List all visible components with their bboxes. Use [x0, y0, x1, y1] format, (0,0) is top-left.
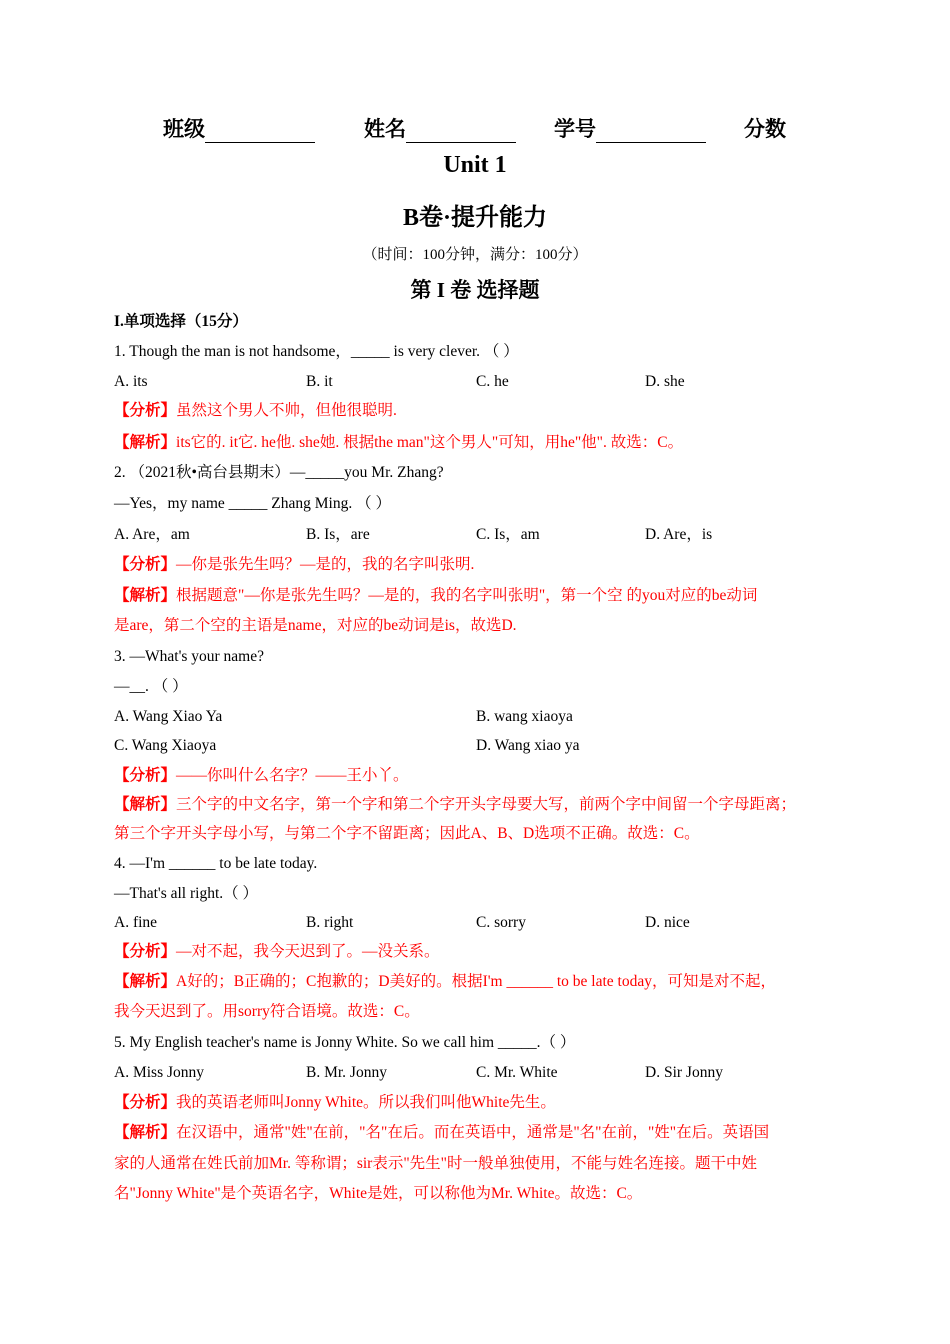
analysis-text: —对不起，我今天迟到了。—没关系。: [176, 943, 440, 960]
explanation-text: its它的. it它. he他. she她. 根据the man"这个男人"可知，用he"他". 故选：C。: [176, 434, 684, 451]
time-note: （时间：100分钟，满分：100分）: [362, 247, 588, 263]
option-b: B. it: [306, 373, 333, 390]
option-c: C. Mr. White: [476, 1064, 558, 1081]
explanation-text: 三个字的中文名字，第一个字和第二个字开头字母要大写，前两个字中间留一个字母距离；: [176, 796, 797, 813]
explanation: [114, 586, 757, 606]
question-stem: 4. —I'm ______ to be late today.: [114, 855, 318, 872]
analysis-text: ——你叫什么名字？——王小丫。: [176, 767, 409, 784]
analysis: [114, 766, 409, 786]
analysis: [114, 401, 397, 421]
option-a: A. Miss Jonny: [114, 1064, 205, 1081]
analysis: [114, 1093, 556, 1113]
explanation: [114, 824, 700, 844]
id-field: [554, 113, 706, 143]
option-b: B. wang xiaoya: [476, 708, 573, 725]
explanation: [114, 795, 796, 815]
question-stem: 1. Though the man is not handsome，_____ is very clever. （ ）: [114, 343, 519, 360]
option-a: A. Wang Xiao Ya: [114, 708, 223, 725]
option-d: D. she: [645, 373, 685, 390]
part-title: I.单项选择（15分）: [114, 313, 248, 330]
label-tag: 【解析】: [114, 1124, 177, 1141]
question-stem: 3. —What's your name?: [114, 648, 264, 665]
analysis-text: —你是张先生吗？—是的，我的名字叫张明.: [176, 556, 475, 573]
name-field: [364, 113, 516, 143]
option-c: C. sorry: [476, 914, 526, 931]
label-tag: 【分析】: [114, 556, 177, 573]
question-stem: —Yes，my name _____ Zhang Ming. （ ）: [114, 495, 391, 512]
option-b: B. Mr. Jonny: [306, 1064, 387, 1081]
explanation: [114, 1154, 757, 1174]
option-a: A. its: [114, 373, 148, 390]
name-label: 姓名: [364, 117, 406, 141]
explanation-text: 名"Jonny White"是个英语名字，White是姓，可以称他为Mr. White。故选：C。: [114, 1185, 643, 1202]
doc-title: Unit 1: [443, 152, 507, 178]
option-a: A. fine: [114, 914, 158, 931]
label-tag: 【分析】: [114, 943, 177, 960]
explanation-text: 第三个字开头字母小写，与第二个字不留距离；因此A、B、D选项不正确。故选：C。: [114, 825, 700, 842]
explanation: [114, 433, 683, 453]
explanation-text: 根据题意"—你是张先生吗？—是的，我的名字叫张明"，第一个空 的you对应的be动词: [176, 587, 758, 604]
label-tag: 【解析】: [114, 587, 177, 604]
id-blank: [596, 122, 706, 143]
option-c: C. Wang Xiaoya: [114, 737, 217, 754]
option-d: D. Wang xiao ya: [476, 737, 580, 754]
section-title: 第 I 卷 选择题: [410, 278, 540, 302]
explanation: [114, 1184, 642, 1204]
label-tag: 【分析】: [114, 402, 177, 419]
question-stem: —__. （ ）: [114, 678, 188, 695]
analysis: [114, 942, 440, 962]
label-tag: 【解析】: [114, 434, 177, 451]
label-tag: 【解析】: [114, 973, 177, 990]
explanation-text: 在汉语中，通常"姓"在前，"名"在后。而在英语中，通常是"名"在前，"姓"在后。英语国: [176, 1124, 770, 1141]
option-b: B. right: [306, 914, 354, 931]
explanation-text: A好的；B正确的；C抱歉的；D美好的。根据I'm ______ to be late today，可知是对不起，: [176, 973, 776, 990]
question-stem: 2. （2021秋•高台县期末）—_____you Mr. Zhang?: [114, 464, 444, 481]
class-label: 班级: [163, 117, 205, 141]
doc-subtitle: B卷·提升能力: [402, 205, 547, 231]
label-tag: 【解析】: [114, 796, 177, 813]
explanation: [114, 616, 517, 636]
explanation: [114, 1123, 769, 1143]
option-d: D. nice: [645, 914, 690, 931]
analysis-text: 虽然这个男人不帅，但他很聪明.: [176, 402, 397, 419]
name-blank: [406, 122, 516, 143]
option-a: A. Are，am: [114, 526, 190, 543]
option-b: B. Is，are: [306, 526, 370, 543]
id-label: 学号: [554, 117, 596, 141]
label-tag: 【分析】: [114, 767, 177, 784]
explanation: [114, 1002, 420, 1022]
class-blank: [205, 122, 315, 143]
explanation: [114, 972, 776, 992]
option-c: C. Is，am: [476, 526, 540, 543]
explanation-text: 家的人通常在姓氏前加Mr. 等称谓；sir表示"先生"时一般单独使用，不能与姓名连接。题干中姓: [114, 1155, 757, 1172]
score-label: 分数: [744, 117, 786, 141]
option-c: C. he: [476, 373, 509, 390]
analysis: [114, 555, 474, 575]
analysis-text: 我的英语老师叫Jonny White。所以我们叫他White先生。: [176, 1094, 556, 1111]
label-tag: 【分析】: [114, 1094, 177, 1111]
explanation-text: 我今天迟到了。用sorry符合语境。故选：C。: [114, 1003, 420, 1020]
question-stem: —That's all right.（ ）: [114, 885, 258, 902]
class-field: [163, 113, 315, 143]
question-stem: 5. My English teacher's name is Jonny White. So we call him _____.（ ）: [114, 1034, 576, 1051]
explanation-text: 是are，第二个空的主语是name，对应的be动词是is，故选D.: [114, 617, 517, 634]
option-d: D. Are，is: [645, 526, 713, 543]
option-d: D. Sir Jonny: [645, 1064, 723, 1081]
